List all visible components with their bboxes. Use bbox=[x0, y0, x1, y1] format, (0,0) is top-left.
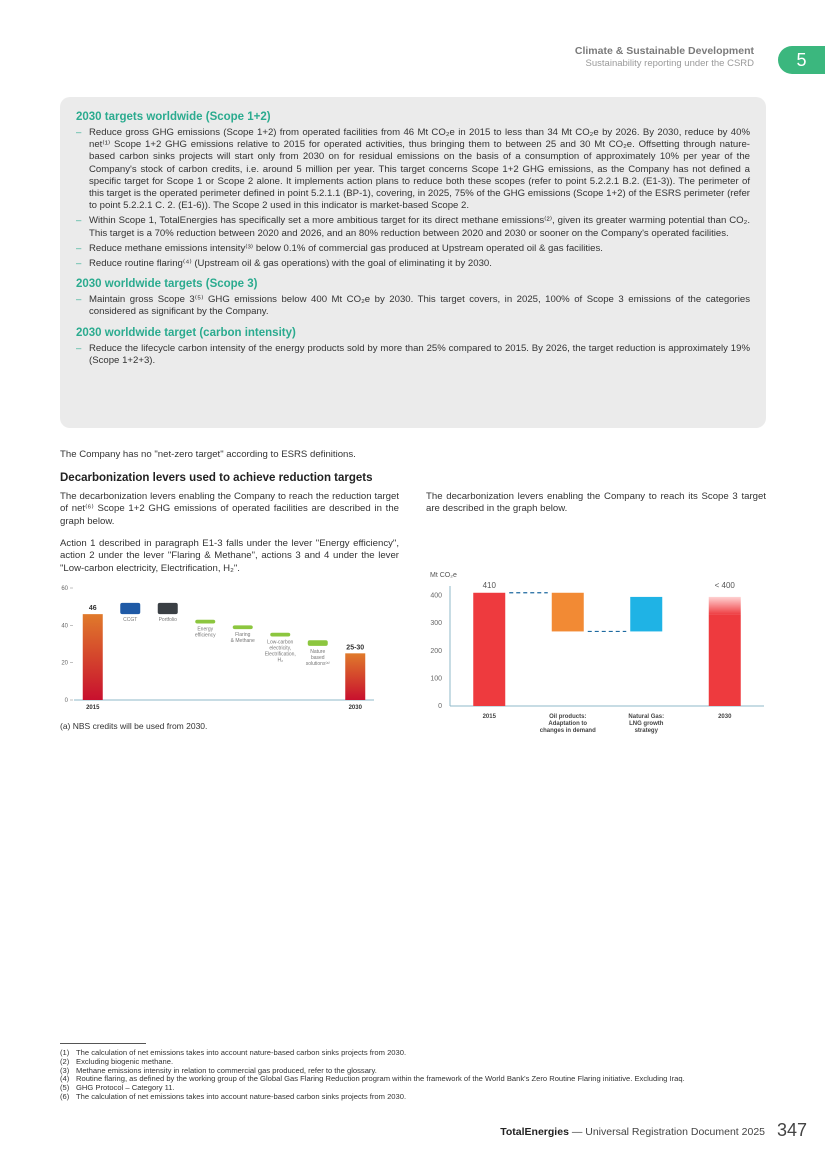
page-number: 347 bbox=[777, 1120, 808, 1140]
y-tick-label: 200 bbox=[430, 647, 442, 655]
bar bbox=[195, 620, 215, 624]
footnote: (1) The calculation of net emissions takes into account nature-based carbon sinks projects from 2030. bbox=[60, 1048, 407, 1057]
footnote: (3) Methane emissions intensity in relation to commercial gas produced, refer to the glossary. bbox=[60, 1065, 377, 1075]
chart-footnote: (a) NBS credits will be used from 2030. bbox=[60, 721, 208, 731]
bar bbox=[308, 640, 328, 646]
bar bbox=[552, 593, 584, 632]
footnotes bbox=[60, 1049, 780, 1102]
y-tick-label: 100 bbox=[430, 675, 442, 683]
chapter-tab: 5 bbox=[778, 46, 825, 74]
footnote-divider bbox=[60, 1043, 146, 1044]
bar bbox=[709, 615, 741, 706]
list-item: – Reduce the lifecycle carbon intensity of the energy products sold by more than 25% compared to 2015. By 2026, the target reduction is approximately 19% (Scope 1+2+3). bbox=[76, 343, 750, 367]
footnote: (4) Routine flaring, as defined by the working group of the Global Gas Flaring Reduction program within the framework of the World Bank's Zero Routine Flaring initiative. Excluding Iraq. bbox=[60, 1074, 685, 1084]
bar-gradient-top bbox=[709, 597, 741, 615]
bar-category-label: Nature based solutions⁽ᵃ⁾ bbox=[305, 648, 330, 667]
list-item: – Reduce gross GHG emissions (Scope 1+2) from operated facilities from 46 Mt CO₂e in 2015 to less than 34 Mt CO₂e by 2026. By 2030, reduce by 40% net⁽¹⁾ Scope 1+2 GHG emissions relative to 2015 for operated activities, thus bringing them to between 25 and 30 Mt CO₂e. Offsetting through nature-based carbon sinks projects will start only from 2030 on for residual emissions on the basis of a consumption of approximately 10% per year of the Company's stock of carbon credits, i.e. around 5 million per year. This target concerns Scope 1+2 GHG emissions, as the Company has not defined a specific target for Scope 1 or Scope 2 alone. It implements action plans to reduce both these scopes (refer to point 5.2.2.1 B.2. (E1-3)). The perimeter of this target is the operated perimeter defined in point 5.2.1.1 (BP-1), covering, in 2025, 75% of the GHG emissions (Scope 1+2) of the ESRS perimeter (refer to point 5.2.2.1 C. 2. (E1-6)). The Scope 2 used in this indicator is market-based Scope 2. bbox=[76, 127, 750, 212]
bar bbox=[83, 614, 103, 700]
targets-box bbox=[60, 97, 766, 428]
bar bbox=[233, 625, 253, 629]
bar-category-label: Flaring & Methane bbox=[230, 632, 255, 645]
bar-category-label: CCGT bbox=[123, 617, 138, 624]
levers-heading: Decarbonization levers used to achieve reduction targets bbox=[60, 472, 373, 484]
bar-value-label: < 400 bbox=[714, 581, 735, 590]
section-heading-scope12: 2030 targets worldwide (Scope 1+2) bbox=[76, 111, 271, 123]
y-tick-label: 0 bbox=[438, 703, 442, 710]
footnote: (2) Excluding biogenic methane. bbox=[60, 1056, 174, 1066]
bar-value-label: 410 bbox=[482, 581, 496, 590]
scope3-list bbox=[76, 294, 750, 318]
bar-category-label: 2030 bbox=[348, 705, 362, 711]
bar bbox=[345, 653, 365, 700]
y-tick-label: 300 bbox=[430, 620, 442, 628]
levers-right-paragraph: The decarbonization levers enabling the Company to reach its Scope 3 target are described in the graph below. bbox=[426, 491, 766, 515]
levers-left-paragraph-2: Action 1 described in paragraph E1-3 falls under the lever "Energy efficiency", action 2 under the lever "Flaring & Methane", actions 3 and 4 under the lever "Low-carbon electricity, Electrification, H₂". bbox=[60, 538, 399, 574]
header-section-title: Climate & Sustainable Development bbox=[574, 45, 754, 57]
bar-category-label: Energy efficiency bbox=[194, 626, 216, 639]
bar bbox=[270, 633, 290, 637]
scope3-levers-chart bbox=[424, 566, 769, 742]
list-item: – Reduce methane emissions intensity⁽³⁾ below 0.1% of commercial gas produced at Upstream operated oil & gas facilities. bbox=[76, 243, 750, 255]
bar bbox=[473, 593, 505, 706]
scope12-list bbox=[76, 127, 750, 270]
footnote: (5) GHG Protocol – Category 11. bbox=[60, 1083, 175, 1093]
y-tick-label: 400 bbox=[430, 592, 442, 600]
y-tick-label: 20 bbox=[61, 660, 68, 667]
scope12-levers-chart bbox=[56, 580, 386, 722]
list-item: – Reduce routine flaring⁽⁴⁾ (Upstream oil & gas operations) with the goal of eliminating it by 2030. bbox=[76, 258, 750, 270]
bar-category-label: 2015 bbox=[482, 714, 496, 720]
carbon-intensity-list bbox=[76, 343, 750, 367]
bar bbox=[120, 603, 140, 614]
y-tick-label: 0 bbox=[64, 698, 68, 704]
bar bbox=[630, 597, 662, 632]
bar-category-label: Oil products: Adaptation to changes in demand bbox=[539, 714, 596, 734]
section-heading-scope3: 2030 worldwide targets (Scope 3) bbox=[76, 278, 258, 291]
bar-value-label: 25-30 bbox=[346, 644, 365, 652]
bar-category-label: Low-carbon electricity, Electrification, H₂ bbox=[264, 639, 296, 664]
y-tick-label: 60 bbox=[61, 586, 68, 592]
footnote: (6) The calculation of net emissions takes into account nature-based carbon sinks projects from 2030. bbox=[60, 1091, 407, 1101]
bar-category-label: Portfolio bbox=[158, 617, 177, 624]
levers-left-paragraph-1: The decarbonization levers enabling the Company to reach the reduction target of net⁽⁶⁾ Scope 1+2 GHG emissions of operated facilities are described in the graph below. bbox=[60, 491, 399, 527]
bar-value-label: 46 bbox=[88, 605, 97, 613]
bar-category-label: Natural Gas: LNG growth strategy bbox=[628, 714, 665, 734]
list-item: – Within Scope 1, TotalEnergies has specifically set a more ambitious target for its direct methane emissions⁽²⁾, given its greater warming potential than CO₂. This target is a 70% reduction between 2020 and 2026, and an 80% reduction between 2020 and 2030 or sooner on the Company's operated facilities. bbox=[76, 215, 750, 239]
bar-category-label: 2015 bbox=[86, 705, 100, 711]
net-zero-statement: The Company has no "net-zero target" according to ESRS definitions. bbox=[60, 449, 356, 460]
header-section-subtitle: Sustainability reporting under the CSRD bbox=[585, 58, 754, 69]
footer-document-title: TotalEnergies — Universal Registration Document 2025 bbox=[500, 1126, 765, 1138]
list-item: – Maintain gross Scope 3⁽⁵⁾ GHG emissions below 400 Mt CO₂e by 2030. This target covers, in 2025, 100% of Scope 3 emissions of the categories considered as significant by the Company. bbox=[76, 294, 750, 318]
section-heading-carbon-intensity: 2030 worldwide target (carbon intensity) bbox=[76, 326, 296, 339]
y-axis-unit-label: Mt CO₂e bbox=[430, 572, 457, 579]
y-tick-label: 40 bbox=[61, 623, 68, 630]
bar-category-label: 2030 bbox=[718, 714, 732, 720]
bar bbox=[158, 603, 178, 614]
